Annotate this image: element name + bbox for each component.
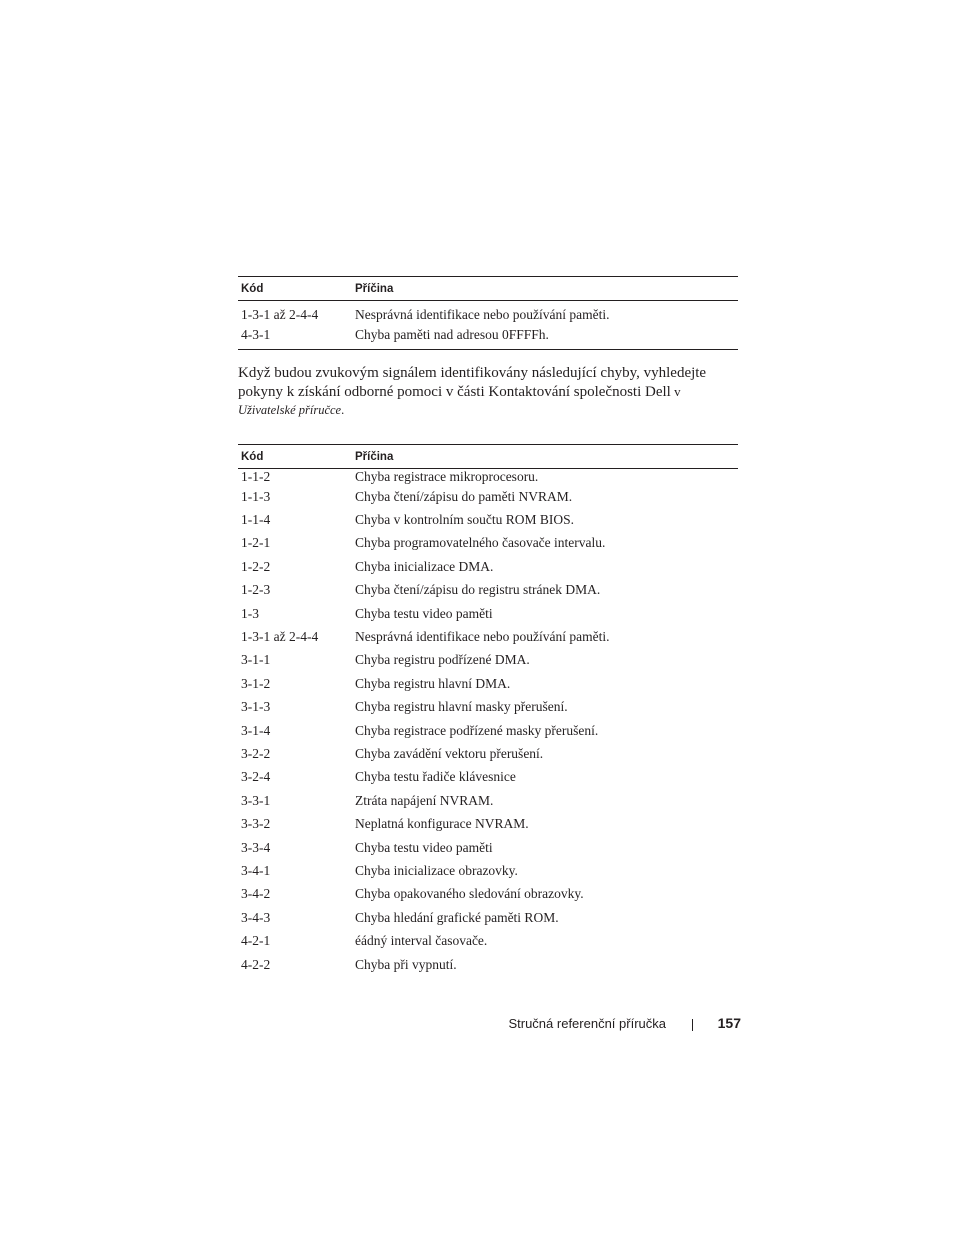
paragraph-line-2 xyxy=(238,383,738,402)
cause-cell: Chyba testu video paměti xyxy=(355,839,493,855)
table-row xyxy=(238,649,738,672)
table-row xyxy=(238,532,738,555)
table-row xyxy=(238,766,738,789)
cause-cell: Chyba při vypnutí. xyxy=(355,956,457,972)
footer-title: Stručná referenční příručka xyxy=(508,1016,666,1031)
cause-cell: Chyba inicializace DMA. xyxy=(355,558,494,574)
cause-cell: Chyba registru hlavní masky přerušení. xyxy=(355,699,568,715)
table-row xyxy=(238,579,738,602)
column-header-code: Kód xyxy=(238,277,354,301)
table-row xyxy=(238,625,738,648)
cause-cell: Chyba čtení/zápisu do paměti NVRAM. xyxy=(355,488,573,504)
table-header-row xyxy=(238,445,738,469)
code-cell: 1-2-2 xyxy=(241,558,271,574)
column-header-code: Kód xyxy=(238,445,354,469)
cause-cell: Chyba registru podřízené DMA. xyxy=(355,652,530,668)
code-cell: 3-1-2 xyxy=(241,675,271,691)
code-cell: 1-3-1 až 2-4-4 xyxy=(241,629,319,645)
code-cell: 1-2-3 xyxy=(241,582,271,598)
beep-code-table-2 xyxy=(238,444,738,976)
cause-cell: Chyba registrace mikroprocesoru. xyxy=(355,469,539,484)
code-cell: 3-3-1 xyxy=(241,792,271,808)
page-number: 157 xyxy=(717,1015,741,1031)
instruction-paragraph xyxy=(238,364,738,420)
column-header-cause: Příčina xyxy=(354,277,738,301)
cause-cell: Chyba registru hlavní DMA. xyxy=(355,675,511,691)
cause-cell: Nesprávná identifikace nebo používání paměti. xyxy=(355,629,610,645)
code-cell: 4-2-1 xyxy=(241,933,271,949)
cause-cell: Chyba inicializace obrazovky. xyxy=(355,862,518,878)
code-cell: 4-2-2 xyxy=(241,956,271,972)
cause-cell: Chyba hledání grafické paměti ROM. xyxy=(355,909,559,925)
paragraph-ref-word: v xyxy=(670,383,681,399)
code-cell: 1-2-1 xyxy=(241,535,271,551)
cause-cell: Ztráta napájení NVRAM. xyxy=(355,792,494,808)
cause-cell: Chyba zavádění vektoru přerušení. xyxy=(355,745,544,761)
code-cell: 3-4-2 xyxy=(241,886,271,902)
table-row xyxy=(238,836,738,859)
code-cell: 3-4-1 xyxy=(241,862,271,878)
table-row xyxy=(238,789,738,812)
code-cell: 1-1-3 xyxy=(241,488,271,504)
cause-cell: Chyba testu řadiče klávesnice xyxy=(355,769,516,785)
table-row xyxy=(238,929,738,952)
table-row xyxy=(238,325,738,350)
code-cell: 3-3-2 xyxy=(241,816,271,832)
footer-divider xyxy=(692,1019,693,1031)
table-row xyxy=(238,301,738,326)
cause-cell: Chyba čtení/zápisu do registru stránek DMA. xyxy=(355,582,601,598)
code-cell: 3-4-3 xyxy=(241,909,271,925)
cause-cell: éádný interval časovače. xyxy=(355,933,488,949)
page-footer xyxy=(0,1014,954,1034)
cause-cell: Chyba paměti nad adresou 0FFFFh. xyxy=(355,327,549,342)
cause-cell: Chyba v kontrolním součtu ROM BIOS. xyxy=(355,512,575,528)
cause-cell: Chyba testu video paměti xyxy=(355,605,493,621)
table-row xyxy=(238,906,738,929)
table-row xyxy=(238,812,738,835)
code-cell: 3-3-4 xyxy=(241,839,271,855)
beep-code-table-1 xyxy=(238,276,738,350)
code-cell: 1-1-4 xyxy=(241,512,271,528)
table-row xyxy=(238,672,738,695)
cause-cell: Chyba opakovaného sledování obrazovky. xyxy=(355,886,584,902)
table-header-row xyxy=(238,277,738,301)
code-cell: 1-1-2 xyxy=(241,469,271,484)
table-row xyxy=(238,953,738,976)
paragraph-line-2-text: pokyny k získání odborné pomoci v části Kontaktování společnosti Dell xyxy=(238,383,671,400)
table-row xyxy=(238,696,738,719)
manual-title: Uživatelské příručce xyxy=(238,403,342,417)
table-row xyxy=(238,602,738,625)
table-row xyxy=(238,508,738,531)
code-cell: 3-2-2 xyxy=(241,745,271,761)
code-cell: 3-1-1 xyxy=(241,652,271,668)
table-row xyxy=(238,719,738,742)
code-cell: 3-2-4 xyxy=(241,769,271,785)
cause-cell: Neplatná konfigurace NVRAM. xyxy=(355,816,529,832)
cause-cell: Nesprávná identifikace nebo používání paměti. xyxy=(355,307,610,322)
cause-cell: Chyba programovatelného časovače intervalu. xyxy=(355,535,606,551)
table-row xyxy=(238,883,738,906)
table-row xyxy=(238,555,738,578)
cause-cell: Chyba registrace podřízené masky přerušení. xyxy=(355,722,599,738)
code-cell: 3-1-3 xyxy=(241,699,271,715)
code-cell: 1-3 xyxy=(241,605,259,621)
paragraph-line-1: Když budou zvukovým signálem identifikovány následující chyby, vyhledejte xyxy=(238,365,707,381)
table-row xyxy=(238,742,738,765)
table-row xyxy=(238,485,738,508)
code-cell: 1-3-1 až 2-4-4 xyxy=(241,307,319,322)
code-cell: 3-1-4 xyxy=(241,722,271,738)
code-cell: 4-3-1 xyxy=(241,327,271,342)
table-row xyxy=(238,469,738,486)
column-header-cause: Příčina xyxy=(354,445,738,469)
paragraph-end: . xyxy=(341,403,345,417)
paragraph-line-3 xyxy=(238,401,738,420)
table-row xyxy=(238,859,738,882)
